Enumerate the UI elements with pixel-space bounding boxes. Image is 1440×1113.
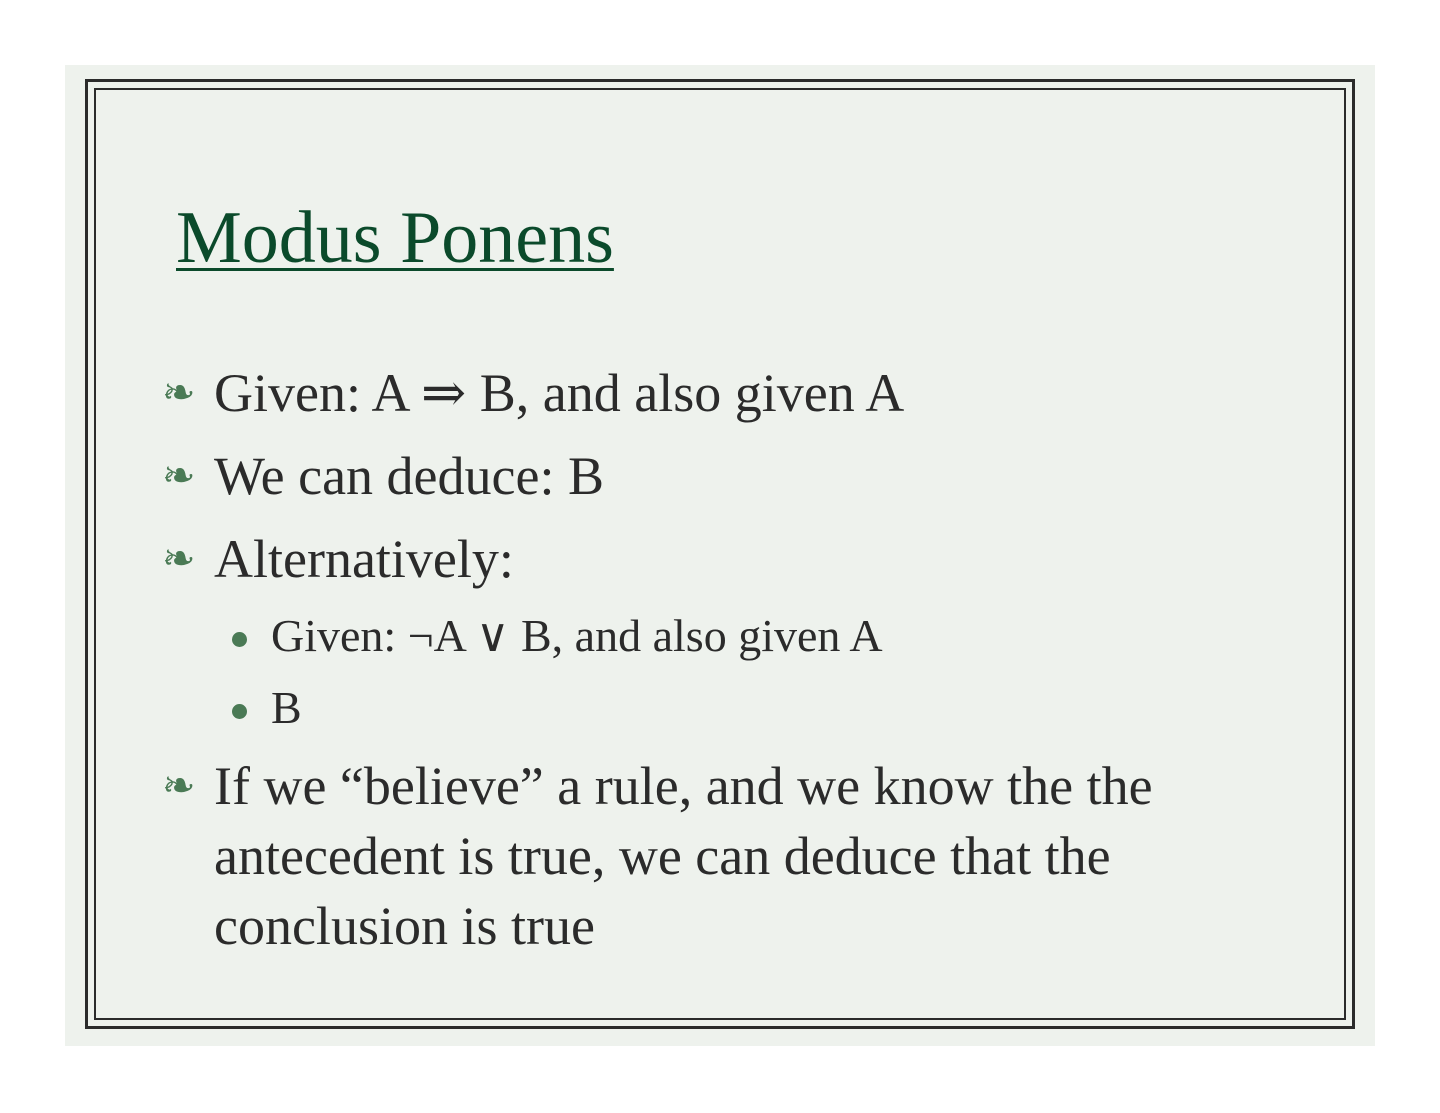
leaf-bullet-icon: ❧ (162, 370, 196, 416)
bullet-text: Alternatively: (214, 529, 514, 589)
leaf-bullet-icon: ❧ (162, 536, 196, 582)
bullet-text: If we “believe” a rule, and we know the the antecedent is true, we can deduce that the conclusion is true (214, 756, 1153, 956)
round-dot-icon (232, 704, 247, 719)
leaf-bullet-icon: ❧ (162, 453, 196, 499)
sub-bullet-item-b (162, 679, 1252, 737)
bullet-list (162, 358, 1252, 974)
sub-bullet-text: B (271, 682, 302, 733)
sub-bullet-list (162, 607, 1252, 737)
bullet-text: We can deduce: B (214, 446, 604, 506)
sub-bullet-group (162, 607, 1252, 737)
round-dot-icon (232, 632, 247, 647)
bullet-item-given (162, 358, 1252, 428)
bullet-item-alternatively (162, 524, 1252, 594)
leaf-bullet-icon: ❧ (162, 763, 196, 809)
slide-title: Modus Ponens (176, 197, 614, 279)
sub-bullet-item-given (162, 607, 1252, 665)
bullet-text: Given: A ⇒ B, and also given A (214, 363, 905, 423)
bullet-item-believe-rule (162, 751, 1252, 961)
sub-bullet-text: Given: ¬A ∨ B, and also given A (271, 610, 883, 661)
bullet-item-deduce (162, 441, 1252, 511)
